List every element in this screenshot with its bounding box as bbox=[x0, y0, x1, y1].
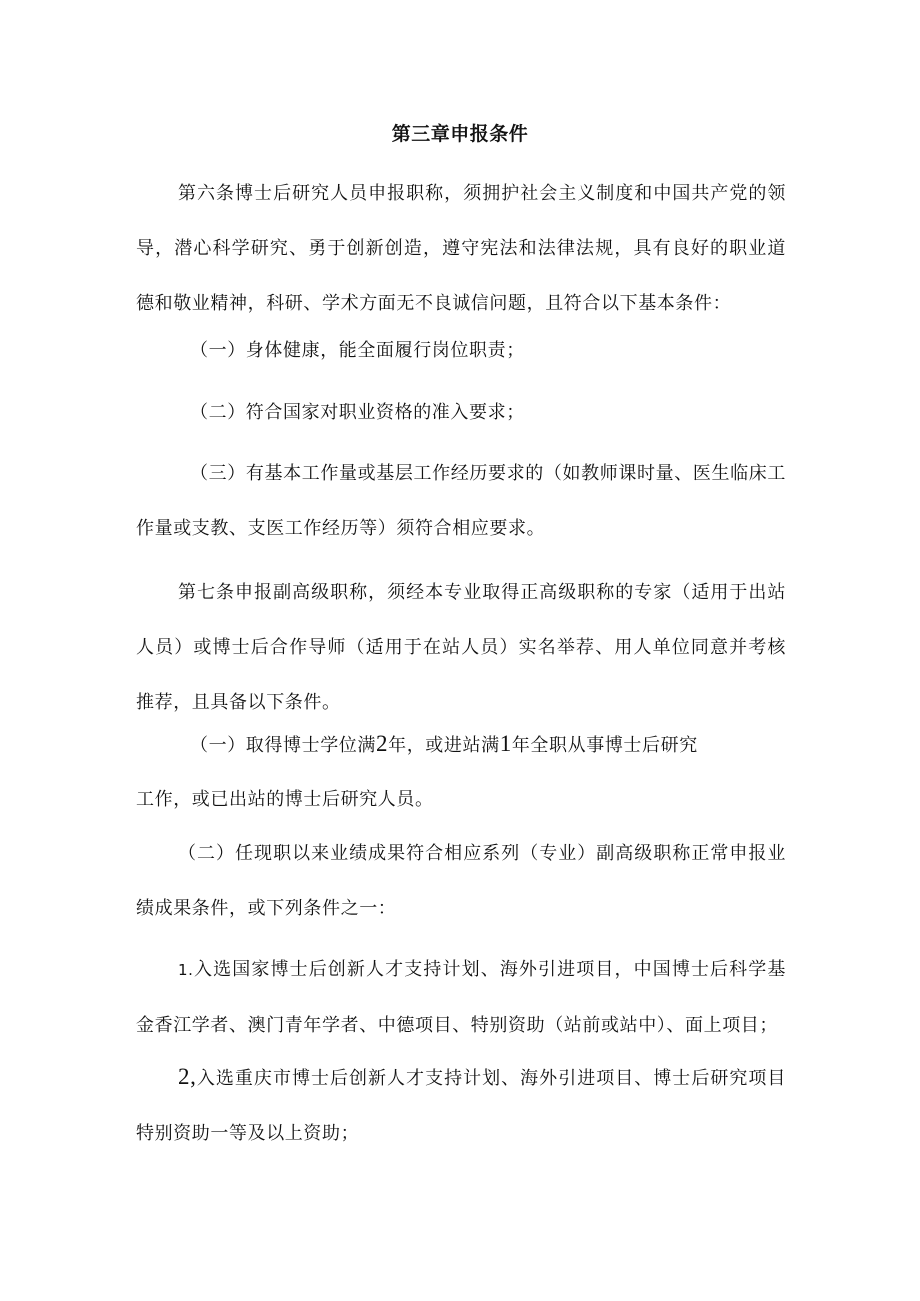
article-7-paragraph: 第七条申报副高级职称，须经本专业取得正高级职称的专家（适用于出站人员）或博士后合作导师（适用于在站人员）实名举荐、用人单位同意并考核推荐，且具备以下条件。 bbox=[136, 582, 786, 713]
article-6-item-2: （二）符合国家对职业资格的准入要求； bbox=[190, 402, 525, 423]
article-7-item-1-years-a: 2 bbox=[376, 731, 389, 756]
article-7-sub-item-1 bbox=[136, 942, 786, 1053]
article-6-item-3: （三）有基本工作量或基层工作经历要求的（如教师课时量、医生临床工作量或支教、支医工作经历等）须符合相应要求。 bbox=[136, 463, 786, 539]
article-6-item-1: （一）身体健康，能全面履行岗位职责； bbox=[190, 340, 525, 361]
article-7-sub-item-2 bbox=[136, 1049, 786, 1161]
article-6-paragraph: 第六条博士后研究人员申报职称，须拥护社会主义制度和中国共产党的领导，潜心科学研究、勇于创新创造，遵守宪法和法律法规，具有良好的职业道德和敬业精神，科研、学术方面无不良诚信问题，且符合以下基本条件： bbox=[136, 183, 786, 314]
article-7-item-1-continued: 工作，或已出站的博士后研究人员。 bbox=[136, 789, 434, 810]
article-7-sub-item-1-text: 入选国家博士后创新人才支持计划、海外引进项目，中国博士后科学基金香江学者、澳门青年学者、中德项目、特别资助（站前或站中）、面上项目； bbox=[136, 959, 786, 1036]
article-7-sub-item-2-text: 入选重庆市博士后创新人才支持计划、海外引进项目、博士后研究项目特别资助一等及以上资助； bbox=[136, 1068, 786, 1144]
article-7-item-1-mid: 年，或进站满 bbox=[388, 735, 500, 756]
article-7-sub-item-1-number: 1. bbox=[178, 961, 194, 979]
article-7-item-1-years-b: 1 bbox=[499, 731, 512, 756]
article-7-item-1 bbox=[190, 731, 698, 759]
article-7-item-2: （二）任现职以来业绩成果符合相应系列（专业）副高级职称正常申报业绩成果条件，或下列条件之一： bbox=[136, 843, 786, 919]
chapter-title: 第三章申报条件 bbox=[391, 123, 529, 145]
article-7-item-1-suffix: 年全职从事博士后研究 bbox=[511, 735, 698, 756]
article-7-sub-item-2-number: 2, bbox=[178, 1064, 197, 1089]
article-7-item-1-prefix: （一）取得博士学位满 bbox=[190, 735, 376, 756]
